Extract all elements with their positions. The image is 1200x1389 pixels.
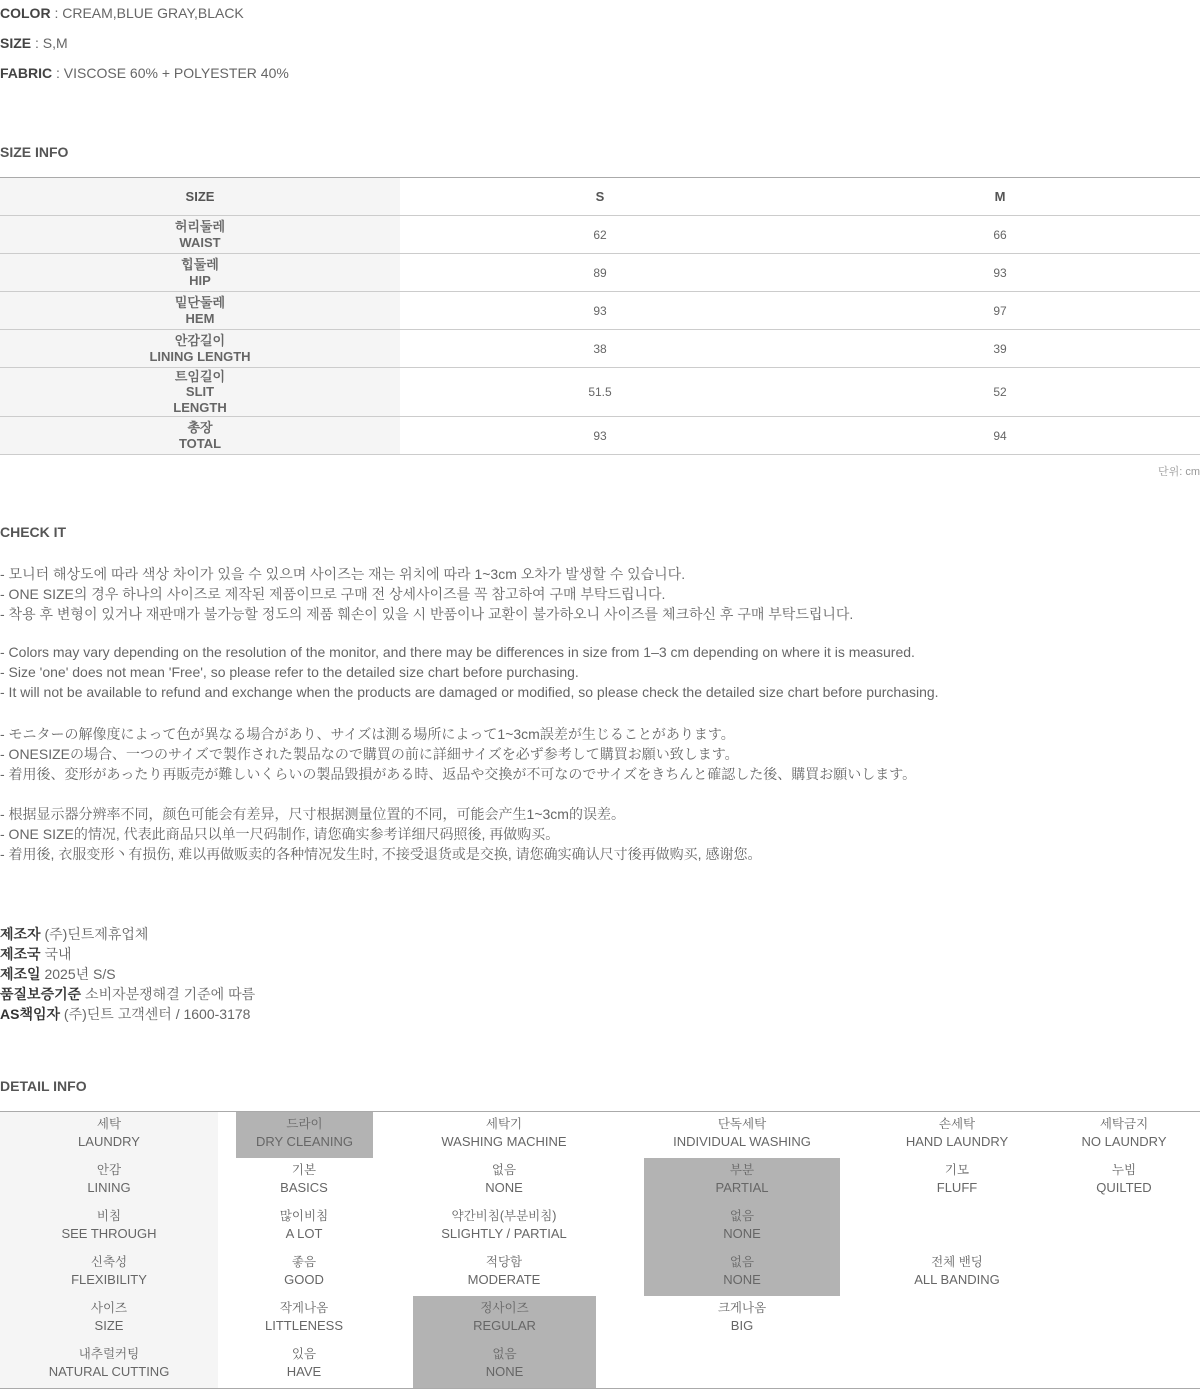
header-m: M [800, 178, 1200, 216]
row-label [0, 254, 400, 292]
detail-option [404, 1158, 604, 1204]
maker-label: 제조자 [0, 926, 41, 942]
detail-kr: 많이비침 [279, 1209, 329, 1223]
maker-value: 국내 [40, 946, 72, 962]
detail-kr: 누빔 [1111, 1163, 1137, 1177]
detail-kr: 단독세탁 [717, 1117, 767, 1131]
detail-option [642, 1112, 842, 1158]
spec-value: : VISCOSE 60% + POLYESTER 40% [52, 65, 289, 81]
detail-en: PARTIAL [715, 1180, 769, 1195]
cell-s: 89 [400, 254, 800, 292]
detail-kr: 비침 [96, 1209, 122, 1223]
size-table-header [0, 178, 1200, 216]
detail-en: NONE [485, 1180, 523, 1195]
detail-kr: 좋음 [291, 1255, 317, 1269]
detail-kr: 없음 [729, 1255, 755, 1269]
cell-s: 93 [400, 292, 800, 330]
detail-en: HAVE [286, 1364, 322, 1379]
detail-option [644, 1250, 840, 1296]
detail-option [404, 1204, 604, 1250]
check-it-line: - ONE SIZE的情况, 代表此商品只以单一尺码制作, 请您确实参考详细尺码照後, 再做购买。 [0, 826, 560, 842]
spec-value: : CREAM,BLUE GRAY,BLACK [50, 5, 244, 21]
detail-kr: 작게나옴 [279, 1301, 329, 1315]
maker-value: 소비자분쟁해결 기준에 따름 [81, 986, 256, 1002]
spec-label: COLOR [0, 5, 51, 21]
detail-en: BIG [730, 1318, 754, 1333]
detail-kr: 안감 [96, 1163, 122, 1177]
detail-option [204, 1204, 404, 1250]
table-row [0, 254, 1200, 292]
cell-s: 38 [400, 330, 800, 368]
detail-en: HAND LAUNDRY [905, 1134, 1009, 1149]
detail-en: DRY CLEANING [255, 1134, 354, 1149]
maker-as-contact [0, 1004, 250, 1024]
check-it-line: - ONE SIZE의 경우 하나의 사이즈로 제작된 제품이므로 구매 전 상세사이즈를 꼭 참고하여 구매 부탁드립니다. [0, 586, 666, 602]
row-label-en: LENGTH [173, 399, 227, 415]
cell-m: 52 [800, 368, 1200, 417]
detail-option [1024, 1112, 1200, 1158]
spec-label: SIZE [0, 35, 32, 51]
row-label-kr: 힙둘레 [181, 257, 219, 272]
row-label [0, 417, 400, 455]
row-label-en: TOTAL [178, 435, 222, 451]
row-label-kr: 총장 [187, 420, 213, 435]
maker-label: 제조국 [0, 946, 41, 962]
row-label-kr: 밑단둘레 [174, 295, 226, 310]
spec-size [0, 35, 68, 51]
detail-row-label [9, 1296, 209, 1342]
detail-kr: 크게나옴 [717, 1301, 767, 1315]
detail-row-label [9, 1112, 209, 1158]
maker-label: AS책임자 [0, 1006, 61, 1022]
row-label-en: HEM [185, 310, 215, 326]
check-it-line: - 착용 후 변형이 있거나 재판매가 불가능할 정도의 제품 훼손이 있을 시 반품이나 교환이 불가하오니 사이즈를 체크하신 후 구매 부탁드립니다. [0, 606, 854, 622]
table-row [0, 330, 1200, 368]
detail-en: NATURAL CUTTING [48, 1364, 170, 1379]
cell-m: 93 [800, 254, 1200, 292]
detail-en: SIZE [94, 1318, 124, 1333]
detail-row-label [9, 1250, 209, 1296]
check-it-line: - Colors may vary depending on the resolution of the monitor, and there may be differences in size from 1–3 cm depending on where it is measured. [0, 644, 915, 660]
detail-en: LITTLENESS [264, 1318, 344, 1333]
maker-label: 품질보증기준 [0, 986, 82, 1002]
detail-kr: 세탁금지 [1099, 1117, 1149, 1131]
size-info-title: SIZE INFO [0, 144, 69, 160]
detail-en: INDIVIDUAL WASHING [673, 1134, 811, 1149]
detail-kr: 전체 밴딩 [931, 1255, 983, 1269]
check-it-line: - 모니터 해상도에 따라 색상 차이가 있을 수 있으며 사이즈는 재는 위치에 따라 1~3cm 오차가 발생할 수 있습니다. [0, 566, 686, 582]
row-label-en: LINING LENGTH [149, 348, 251, 364]
cell-s: 62 [400, 216, 800, 254]
maker-manufacturer [0, 924, 148, 944]
check-it-line: - 着用後, 衣服变形丶有损伤, 难以再做贩卖的各种情况发生时, 不接受退货或是交换, 请您确实确认尺寸後再做购买, 感谢您。 [0, 846, 762, 862]
table-row [0, 417, 1200, 455]
cell-s: 93 [400, 417, 800, 455]
detail-kr: 세탁기 [485, 1117, 523, 1131]
detail-kr: 없음 [729, 1209, 755, 1223]
detail-kr: 내추럴커팅 [78, 1347, 140, 1361]
detail-en: FLUFF [936, 1180, 978, 1195]
detail-kr: 손세탁 [938, 1117, 976, 1131]
check-it-line: - Size 'one' does not mean 'Free', so please refer to the detailed size chart before purchasing. [0, 664, 579, 680]
detail-en: NO LAUNDRY [1081, 1134, 1167, 1149]
row-label-kr: 안감길이 [174, 333, 226, 348]
detail-option [644, 1204, 840, 1250]
detail-en: SEE THROUGH [61, 1226, 157, 1241]
maker-label: 제조일 [0, 966, 41, 982]
header-size: SIZE [0, 178, 400, 216]
maker-country [0, 944, 72, 964]
detail-kr: 있음 [291, 1347, 317, 1361]
detail-kr: 없음 [491, 1163, 517, 1177]
detail-en: NONE [723, 1272, 761, 1287]
detail-kr: 기모 [944, 1163, 970, 1177]
row-label [0, 330, 400, 368]
detail-option [857, 1250, 1057, 1296]
detail-en: WASHING MACHINE [441, 1134, 567, 1149]
detail-en: LINING [87, 1180, 131, 1195]
detail-option [642, 1296, 842, 1342]
row-label-en: WAIST [179, 234, 221, 250]
detail-en: NONE [485, 1364, 524, 1379]
detail-en: FLEXIBILITY [71, 1272, 147, 1287]
detail-en: GOOD [284, 1272, 324, 1287]
detail-kr: 적당함 [485, 1255, 523, 1269]
detail-option [204, 1250, 404, 1296]
table-row [0, 368, 1200, 417]
table-row [0, 216, 1200, 254]
detail-en: QUILTED [1096, 1180, 1152, 1195]
detail-kr: 정사이즈 [480, 1301, 529, 1315]
row-label [0, 216, 400, 254]
cell-m: 39 [800, 330, 1200, 368]
detail-kr: 약간비침(부분비침) [451, 1209, 557, 1223]
cell-s: 51.5 [400, 368, 800, 417]
row-label-en: SLIT [185, 384, 215, 400]
cell-m: 97 [800, 292, 1200, 330]
detail-option [413, 1342, 596, 1388]
row-label [0, 292, 400, 330]
detail-option [413, 1296, 596, 1342]
maker-date [0, 964, 116, 984]
check-it-line: - モニターの解像度によって色が異なる場合があり、サイズは測る場所によって1~3cm誤差が生じることがあります。 [0, 726, 735, 742]
detail-kr: 부분 [729, 1163, 755, 1177]
maker-value: (주)딘트제휴업체 [40, 926, 149, 942]
detail-option [404, 1112, 604, 1158]
detail-en: NONE [723, 1226, 761, 1241]
spec-fabric [0, 65, 289, 81]
detail-option [204, 1342, 404, 1388]
detail-row-label [9, 1204, 209, 1250]
detail-en: LAUNDRY [78, 1134, 140, 1149]
row-label-kr: 허리둘레 [174, 219, 226, 234]
detail-row-label [9, 1158, 209, 1204]
check-it-line: - It will not be available to refund and exchange when the products are damaged or modified, so please check the detailed size chart before purchasing. [0, 684, 939, 700]
detail-option [404, 1250, 604, 1296]
row-label-en: HIP [189, 272, 211, 288]
header-s: S [400, 178, 800, 216]
cell-m: 94 [800, 417, 1200, 455]
detail-en: BASICS [280, 1180, 328, 1195]
spec-value: : S,M [31, 35, 68, 51]
detail-kr: 없음 [492, 1347, 517, 1361]
check-it-line: - 着用後、変形があったり再販売が難しいくらいの製品毀損がある時、返品や交換が不可なのでサイズをきちんと確認した後、購買お願いします。 [0, 766, 917, 782]
check-it-line: - 根据显示器分辨率不同，颜色可能会有差异，尺寸根据测量位置的不同，可能会产生1~3cm的误差。 [0, 806, 625, 822]
detail-option [644, 1158, 840, 1204]
detail-kr: 세탁 [96, 1117, 122, 1131]
detail-option [236, 1112, 373, 1158]
maker-value: (주)딘트 고객센터 / 1600-3178 [60, 1006, 251, 1022]
spec-label: FABRIC [0, 65, 53, 81]
table-row [0, 292, 1200, 330]
detail-row-label [9, 1342, 209, 1388]
spec-color [0, 5, 244, 21]
detail-option [204, 1296, 404, 1342]
detail-en: SLIGHTLY / PARTIAL [441, 1226, 567, 1241]
unit-label: 단위: cm [1157, 466, 1200, 478]
size-table [0, 177, 1200, 455]
detail-kr: 사이즈 [90, 1301, 128, 1315]
detail-option [204, 1158, 404, 1204]
detail-en: A LOT [285, 1226, 323, 1241]
detail-en: MODERATE [467, 1272, 541, 1287]
row-label [0, 368, 400, 417]
maker-value: 2025년 S/S [40, 966, 116, 982]
detail-kr: 드라이 [286, 1117, 323, 1131]
detail-kr: 신축성 [90, 1255, 128, 1269]
detail-en: ALL BANDING [914, 1272, 1000, 1287]
detail-en: REGULAR [473, 1318, 536, 1333]
check-it-title: CHECK IT [0, 524, 67, 540]
check-it-line: - ONESIZEの場合、一つのサイズで製作された製品なので購買の前に詳細サイズを必ず参考して購買お願い致します。 [0, 746, 739, 762]
cell-m: 66 [800, 216, 1200, 254]
detail-kr: 기본 [291, 1163, 317, 1177]
row-label-kr: 트임길이 [174, 368, 226, 384]
maker-warranty [0, 984, 255, 1004]
detail-option [1024, 1158, 1200, 1204]
detail-info-title: DETAIL INFO [0, 1078, 87, 1094]
